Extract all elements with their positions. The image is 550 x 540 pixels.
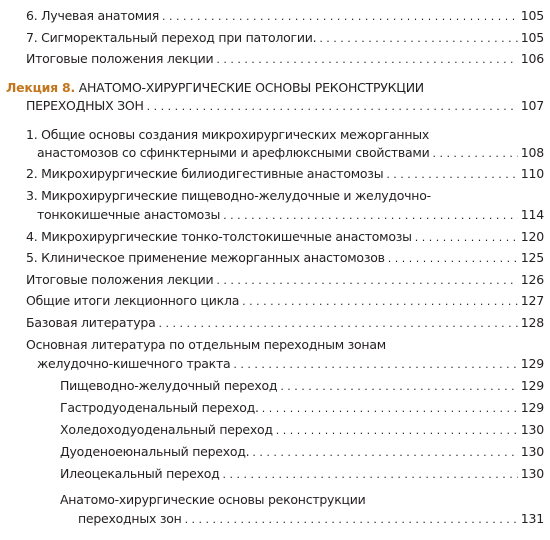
toc-subentry-title-line2: переходных зон [78, 511, 182, 526]
toc-entry [37, 355, 544, 372]
toc-entry-page: 129 [520, 356, 544, 371]
toc-entry-title-line1: 3. Микрохирургические пищеводно-желудочные и желудочно- [26, 188, 431, 203]
toc-entry-title: 5. Клиническое применение межорганных анастомозов [26, 250, 385, 265]
leader-dots [280, 378, 517, 395]
lecture-title-line1: АНАТОМО-ХИРУРГИЧЕСКИЕ ОСНОВЫ РЕКОНСТРУКЦИИ [78, 80, 424, 95]
leader-dots [432, 145, 517, 162]
toc-entry-page: 105 [520, 8, 544, 23]
leader-dots [147, 98, 518, 115]
toc-entry-title: Общие итоги лекционного цикла [26, 293, 240, 308]
toc-subentry [60, 399, 544, 416]
toc-entry-page: 105 [520, 30, 544, 45]
toc-entry-title: 6. Лучевая анатомия [26, 8, 160, 23]
toc-entry-page: 130 [520, 444, 544, 459]
toc-entry-title-line2: желудочно-кишечного тракта [37, 356, 231, 371]
toc-entry [37, 206, 544, 223]
toc-subentry-title: Холедоходуоденальный переход [60, 422, 273, 437]
toc-entry [26, 228, 544, 245]
toc-entry [26, 271, 544, 288]
toc-entry-page: 131 [520, 511, 544, 526]
toc-entry [26, 7, 544, 24]
toc-subentry [78, 510, 544, 527]
toc-entry-page: 130 [520, 422, 544, 437]
leader-dots [159, 315, 518, 332]
toc-entry-page: 110 [520, 166, 544, 181]
leader-dots [242, 293, 518, 310]
toc-entry-title: Итоговые положения лекции [26, 272, 214, 287]
toc-entry-page: 114 [520, 207, 544, 222]
lecture-heading-line2 [26, 97, 544, 114]
toc-entry-page: 129 [520, 378, 544, 393]
leader-dots [276, 422, 518, 439]
lecture-title-line2: ПЕРЕХОДНЫХ ЗОН [26, 98, 144, 113]
leader-dots [252, 444, 517, 461]
leader-dots [319, 30, 517, 47]
leader-dots [216, 272, 517, 289]
toc-entry-title-line1: Основная литература по отдельным переходным зонам [26, 337, 386, 352]
toc-entry [26, 50, 544, 67]
toc-entry-title-line1: 1. Общие основы создания микрохирургических межорганных [26, 127, 430, 142]
toc-entry [26, 29, 544, 46]
toc-subentry-title: Дуоденоеюнальный переход. [60, 444, 250, 459]
lecture-label: Лекция 8. [6, 80, 75, 95]
toc-subentry-title: Гастродуоденальный переход. [60, 400, 259, 415]
toc-subentry-title-line1: Анатомо-хирургические основы реконструкции [60, 492, 366, 507]
leader-dots [223, 466, 518, 483]
leader-dots [386, 166, 517, 183]
toc-entry-title: 7. Сигморектальный переход при патологии. [26, 30, 317, 45]
toc-entry-page: 107 [520, 98, 544, 113]
toc-entry-page: 120 [520, 229, 544, 244]
lecture-heading [6, 79, 424, 96]
toc-entry-title: Итоговые положения лекции [26, 51, 214, 66]
toc-entry [26, 165, 544, 182]
toc-entry [26, 292, 544, 309]
toc-entry-page: 129 [520, 400, 544, 415]
toc-entry-title: 4. Микрохирургические тонко-толстокишечные анастомозы [26, 229, 412, 244]
toc-entry-page: 126 [520, 272, 544, 287]
toc-entry-title: 2. Микрохирургические билиодигестивные анастомозы [26, 166, 384, 181]
leader-dots [415, 229, 518, 246]
toc-entry-page: 125 [520, 250, 544, 265]
leader-dots [223, 207, 518, 224]
toc-entry-page: 127 [520, 293, 544, 308]
leader-dots [233, 356, 517, 373]
toc-entry-title-line2: анастомозов со сфинктерными и арефлюксными свойствами [37, 145, 430, 160]
leader-dots [185, 511, 518, 528]
toc-subentry-title: Илеоцекальный переход [60, 466, 220, 481]
toc-entry-page: 108 [520, 145, 544, 160]
leader-dots [388, 250, 518, 267]
leader-dots [162, 8, 518, 25]
toc-subentry [60, 465, 544, 482]
toc-entry-page: 128 [520, 315, 544, 330]
toc-entry-page: 130 [520, 466, 544, 481]
toc-subentry [60, 421, 544, 438]
toc-entry-title-line2: тонкокишечные анастомозы [37, 207, 221, 222]
toc-subentry [60, 377, 544, 394]
toc-entry [37, 144, 544, 161]
toc-subentry [60, 443, 544, 460]
toc-entry-title: Базовая литература [26, 315, 156, 330]
toc-entry-page: 106 [520, 51, 544, 66]
toc-subentry-title: Пищеводно-желудочный переход [60, 378, 278, 393]
toc-entry [26, 249, 544, 266]
leader-dots [262, 400, 518, 417]
toc-entry [26, 314, 544, 331]
leader-dots [216, 51, 517, 68]
